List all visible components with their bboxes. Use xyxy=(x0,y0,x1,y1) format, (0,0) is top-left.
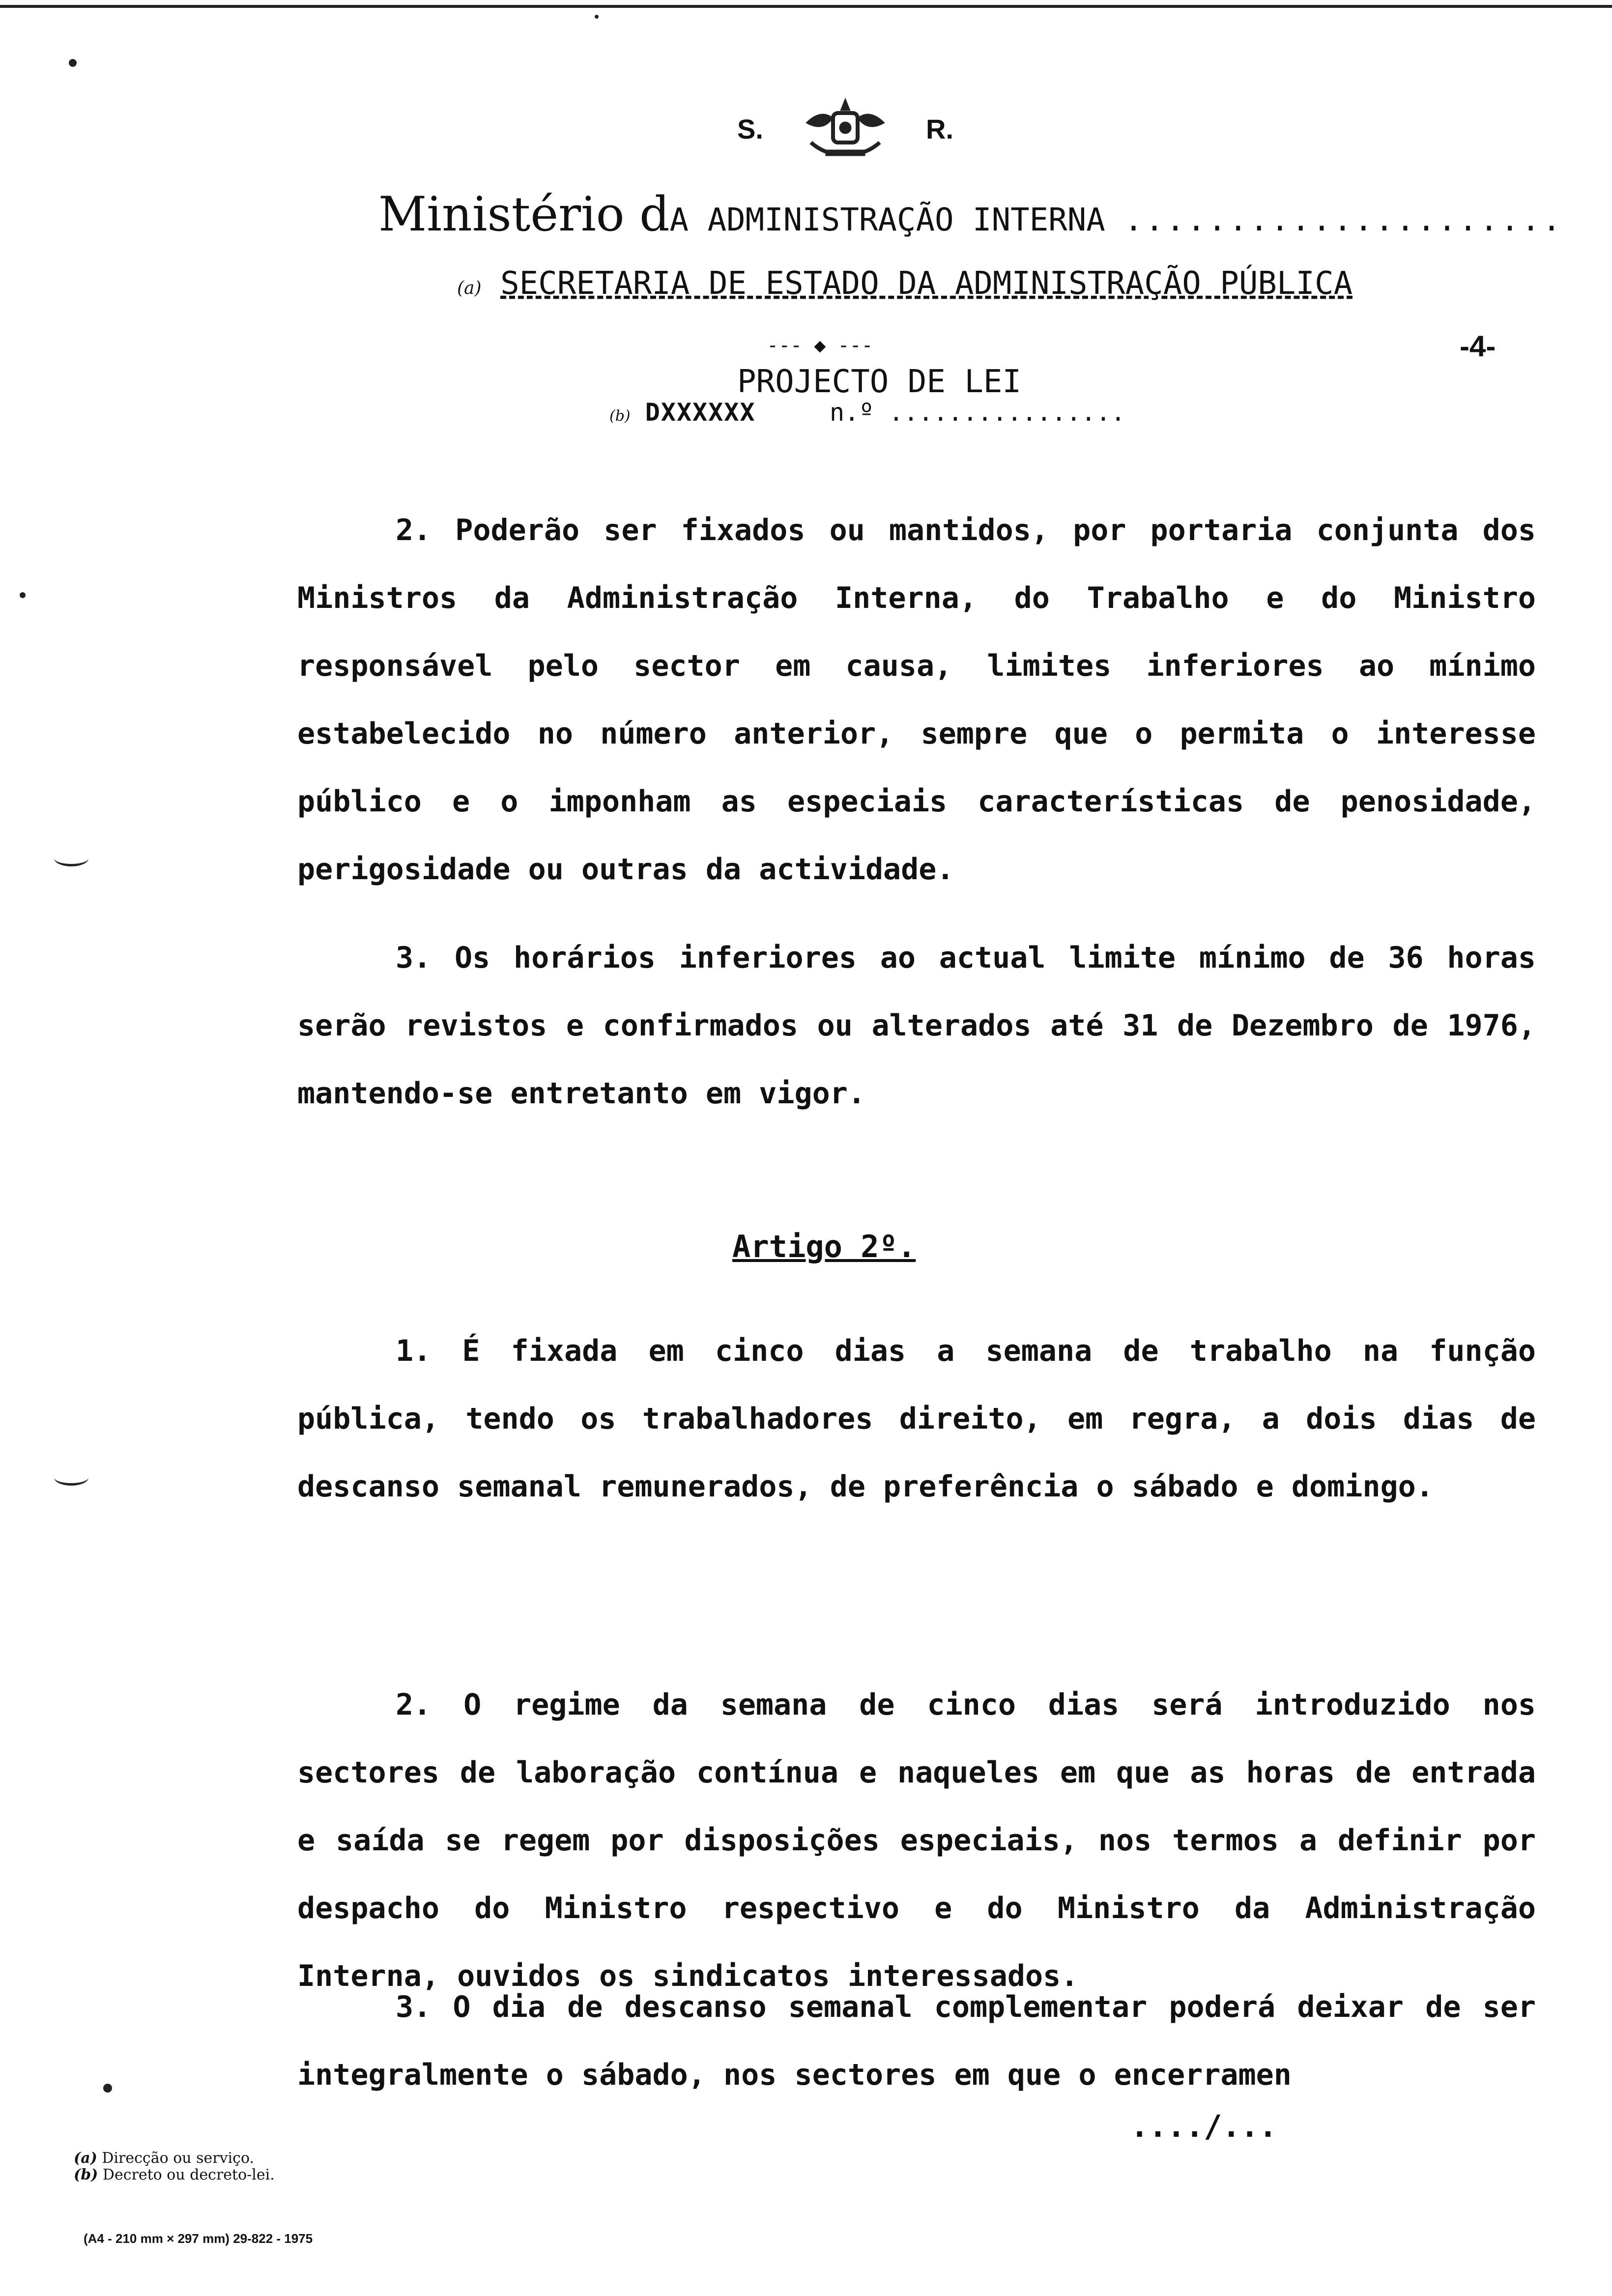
paragraph-5 xyxy=(297,1973,1536,2109)
letterhead-emblem xyxy=(737,93,953,162)
secretaria-line xyxy=(457,265,1353,302)
footnote-b: (b) Decreto ou decreto-lei. xyxy=(74,2166,275,2183)
ministry-script-label: Ministério d xyxy=(378,187,670,242)
scan-speck xyxy=(595,15,599,19)
paragraph-3 xyxy=(297,1317,1536,1521)
document-type: PROJECTO DE LEI xyxy=(737,364,1021,400)
coat-of-arms-icon xyxy=(791,93,899,162)
document-type-form-line xyxy=(609,398,1125,427)
paragraph-5-text: 3. O dia de descanso semanal complementar poderá deixar de ser integralmente o sábado, nos sectores em que o encerramen xyxy=(297,1990,1536,2092)
letterhead-left-letter: S. xyxy=(737,114,763,144)
header-separator: --- ◆ --- xyxy=(767,334,873,357)
continuation-mark: ..../... xyxy=(1130,2108,1277,2144)
paragraph-3-text: 1. É fixada em cinco dias a semana de trabalho na função pública, tendo os trabalhadores direito, em regra, a dois dias de descanso semanal remunerados, de preferência o sábado e domingo. xyxy=(297,1334,1536,1504)
ministry-name: A ADMINISTRAÇÃO INTERNA xyxy=(669,202,1105,238)
scan-speck xyxy=(69,59,77,67)
ministry-title xyxy=(378,187,1563,242)
document-number-label: n.º xyxy=(829,398,874,427)
ministry-dots: ..................... xyxy=(1124,202,1563,238)
scan-speck xyxy=(103,2084,112,2093)
struck-out-word: DXXXXXX xyxy=(645,398,756,427)
print-info: (A4 - 210 mm × 297 mm) 29-822 - 1975 xyxy=(84,2231,313,2246)
scan-arc-mark xyxy=(54,850,88,866)
page-number: -4- xyxy=(1460,330,1496,363)
scan-speck xyxy=(20,592,26,598)
document-type-footnote-mark: (b) xyxy=(609,407,631,425)
footnote-a: (a) Direcção ou serviço. xyxy=(74,2150,255,2167)
article-heading: Artigo 2º. xyxy=(732,1229,916,1264)
document-number-dots: ................ xyxy=(889,398,1126,427)
paragraph-1 xyxy=(297,496,1536,903)
top-border-line xyxy=(0,5,1612,8)
secretaria-name: SECRETARIA DE ESTADO DA ADMINISTRAÇÃO PÚBLICA xyxy=(500,265,1353,302)
paragraph-2-text: 3. Os horários inferiores ao actual limite mínimo de 36 horas serão revistos e confirmados ou alterados até 31 de Dezembro de 1976, mantendo-se entretanto em vigor. xyxy=(297,941,1536,1111)
secretaria-footnote-mark: (a) xyxy=(457,278,482,298)
paragraph-2 xyxy=(297,924,1536,1127)
paragraph-1-text: 2. Poderão ser fixados ou mantidos, por portaria conjunta dos Ministros da Administração Interna, do Trabalho e do Ministro responsável pelo sector em causa, limites inferiores ao mínimo estabelecido no número anterior, sempre que o permita o interesse público e o imponham as especiais características de penosidade, perigosidade ou outras da actividade. xyxy=(297,513,1536,887)
paragraph-4 xyxy=(297,1671,1536,2010)
scan-arc-mark xyxy=(54,1469,88,1486)
footnotes xyxy=(74,2150,275,2183)
paragraph-4-text: 2. O regime da semana de cinco dias será introduzido nos sectores de laboração contínua e naqueles em que as horas de entrada e saída se regem por disposições especiais, nos termos a definir por despacho do Ministro respectivo e do Ministro da Administração Interna, ouvidos os sindicatos interessados. xyxy=(297,1688,1536,1993)
letterhead-right-letter: R. xyxy=(926,114,953,144)
